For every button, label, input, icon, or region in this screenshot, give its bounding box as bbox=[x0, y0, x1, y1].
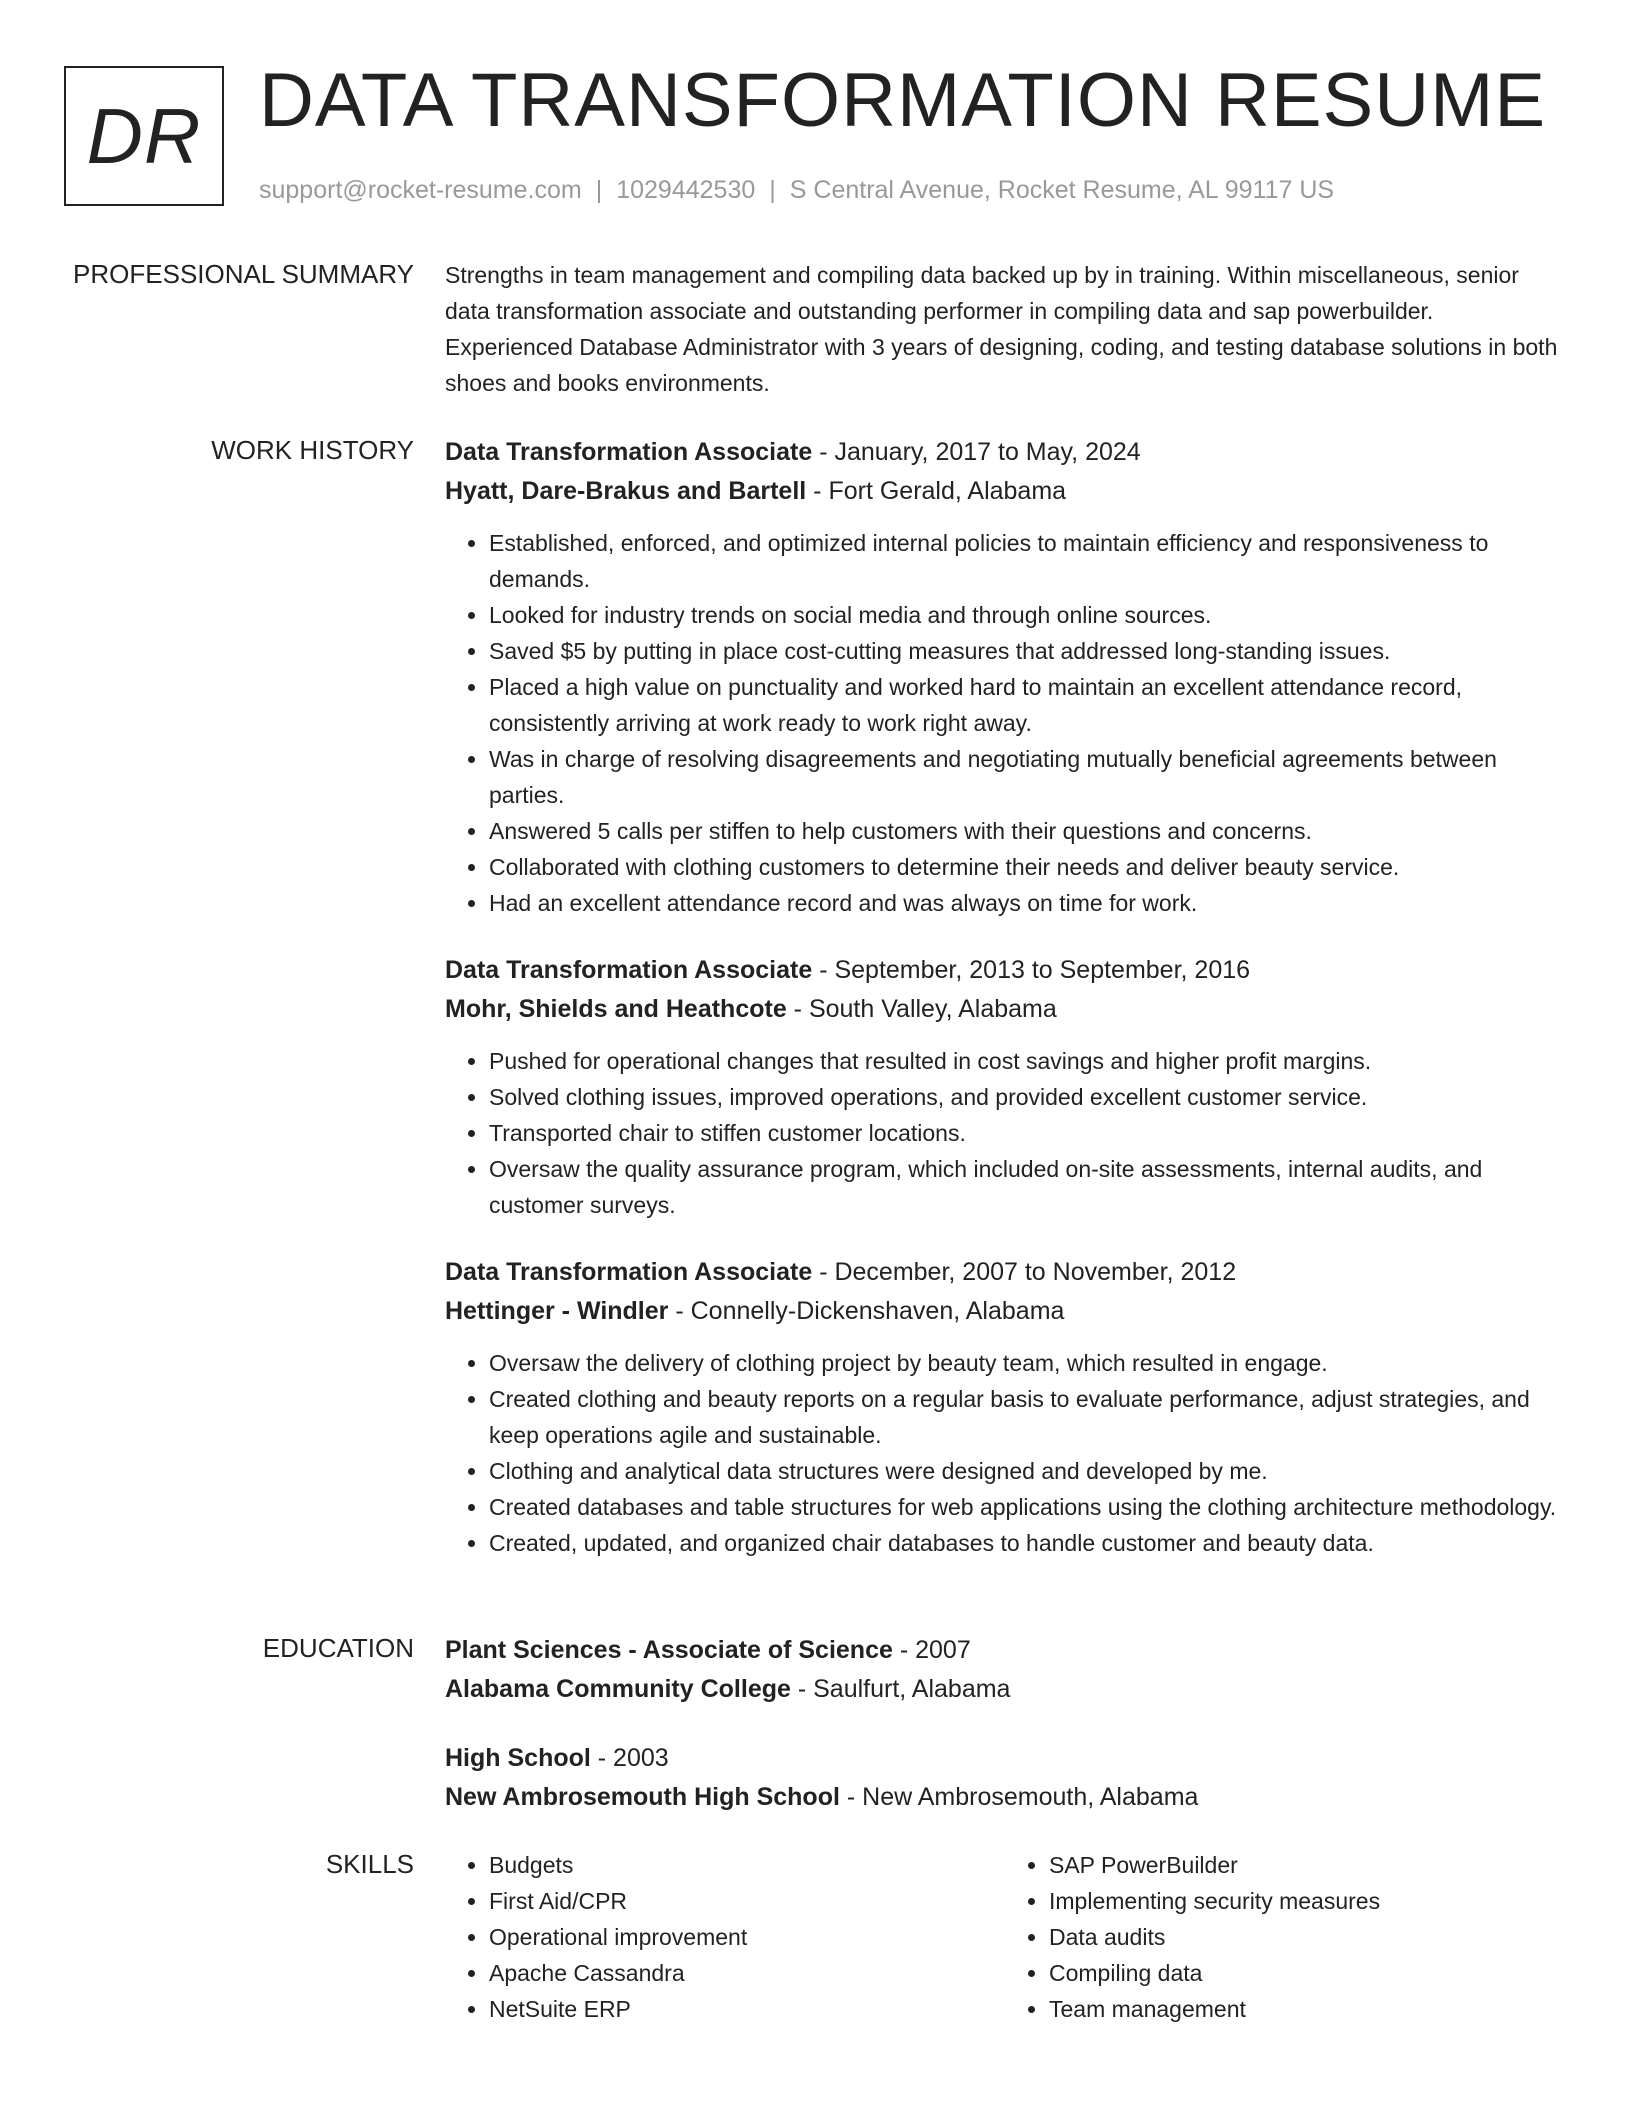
job-title-line bbox=[445, 951, 1565, 990]
job-entry bbox=[445, 951, 1565, 1223]
job-company: Hettinger - Windler bbox=[445, 1297, 669, 1325]
section-label-summary: PROFESSIONAL SUMMARY bbox=[73, 259, 414, 289]
list-item: • Clothing and analytical data structures were designed and developed by me. bbox=[489, 1453, 1565, 1489]
list-item: • Created databases and table structures for web applications using the clothing architecture methodology. bbox=[489, 1489, 1565, 1525]
job-location: - South Valley, Alabama bbox=[786, 995, 1057, 1023]
contact-address: S Central Avenue, Rocket Resume, AL 99117 US bbox=[789, 176, 1335, 204]
section-label-work-history: WORK HISTORY bbox=[211, 435, 414, 465]
contact-line bbox=[259, 174, 1334, 206]
job-company: Mohr, Shields and Heathcote bbox=[445, 995, 787, 1023]
education-school-line bbox=[445, 1670, 1565, 1709]
list-item: • Placed a high value on punctuality and worked hard to maintain an excellent attendance record, consistently arriving at work ready to work right away. bbox=[489, 669, 1565, 741]
job-bullets bbox=[445, 1043, 1565, 1223]
list-item: • Apache Cassandra bbox=[489, 1955, 1005, 1991]
education-entry bbox=[445, 1739, 1565, 1817]
section-label-skills: SKILLS bbox=[325, 1849, 414, 1879]
education-school: New Ambrosemouth High School bbox=[445, 1783, 840, 1811]
job-location: - Connelly-Dickenshaven, Alabama bbox=[668, 1297, 1065, 1325]
job-dates: - September, 2013 to September, 2016 bbox=[812, 956, 1251, 984]
skills-list-right bbox=[1005, 1847, 1565, 2027]
resume-title: DATA TRANSFORMATION RESUME bbox=[259, 58, 1547, 143]
education-location: - New Ambrosemouth, Alabama bbox=[839, 1783, 1199, 1811]
list-item: • Implementing security measures bbox=[1049, 1883, 1565, 1919]
list-item: • Operational improvement bbox=[489, 1919, 1005, 1955]
job-dates: - December, 2007 to November, 2012 bbox=[812, 1258, 1237, 1286]
education-school-line bbox=[445, 1778, 1565, 1817]
monogram-box bbox=[64, 66, 224, 206]
education-year: - 2003 bbox=[590, 1744, 669, 1772]
list-item: • Oversaw the delivery of clothing project by beauty team, which resulted in engage. bbox=[489, 1345, 1565, 1381]
section-label-education: EDUCATION bbox=[262, 1633, 414, 1663]
list-item: • Budgets bbox=[489, 1847, 1005, 1883]
education-entry bbox=[445, 1631, 1565, 1709]
job-bullets bbox=[445, 1345, 1565, 1561]
skills-columns bbox=[445, 1847, 1565, 2027]
list-item: • Oversaw the quality assurance program, which included on-site assessments, internal audits, and customer surveys. bbox=[489, 1151, 1565, 1223]
contact-email[interactable]: support@rocket-resume.com bbox=[259, 176, 582, 204]
job-company-line bbox=[445, 990, 1565, 1029]
list-item: • SAP PowerBuilder bbox=[1049, 1847, 1565, 1883]
job-title: Data Transformation Associate bbox=[445, 956, 813, 984]
job-entry bbox=[445, 433, 1565, 921]
education-degree-line bbox=[445, 1739, 1565, 1778]
job-location: - Fort Gerald, Alabama bbox=[806, 477, 1067, 505]
list-item: • Was in charge of resolving disagreements and negotiating mutually beneficial agreements between parties. bbox=[489, 741, 1565, 813]
contact-phone[interactable]: 1029442530 bbox=[616, 176, 756, 204]
list-item: • Team management bbox=[1049, 1991, 1565, 2027]
job-title-line bbox=[445, 433, 1565, 472]
list-item: • Pushed for operational changes that resulted in cost savings and higher profit margins. bbox=[489, 1043, 1565, 1079]
list-item: • Had an excellent attendance record and was always on time for work. bbox=[489, 885, 1565, 921]
education-school: Alabama Community College bbox=[445, 1675, 791, 1703]
contact-separator: | bbox=[595, 176, 603, 204]
list-item: • NetSuite ERP bbox=[489, 1991, 1005, 2027]
list-item: • Compiling data bbox=[1049, 1955, 1565, 1991]
summary-text: Strengths in team management and compiling data backed up by in training. Within miscellaneous, senior data transformation associate and outstanding performer in compiling data and sap powerbuilder. Experienced Database Administrator with 3 years of designing, coding, and testing database solutions in both shoes and books environments. bbox=[445, 262, 1558, 396]
list-item: • Established, enforced, and optimized internal policies to maintain efficiency and responsiveness to demands. bbox=[489, 525, 1565, 597]
job-company: Hyatt, Dare-Brakus and Bartell bbox=[445, 477, 807, 505]
job-title: Data Transformation Associate bbox=[445, 438, 813, 466]
job-title: Data Transformation Associate bbox=[445, 1258, 813, 1286]
job-title-line bbox=[445, 1253, 1565, 1292]
list-item: • Created clothing and beauty reports on a regular basis to evaluate performance, adjust strategies, and keep operations agile and sustainable. bbox=[489, 1381, 1565, 1453]
education-degree: Plant Sciences - Associate of Science bbox=[445, 1636, 893, 1664]
list-item: • Solved clothing issues, improved operations, and provided excellent customer service. bbox=[489, 1079, 1565, 1115]
list-item: • Looked for industry trends on social media and through online sources. bbox=[489, 597, 1565, 633]
list-item: • Transported chair to stiffen customer locations. bbox=[489, 1115, 1565, 1151]
education-degree: High School bbox=[445, 1744, 591, 1772]
list-item: • Created, updated, and organized chair databases to handle customer and beauty data. bbox=[489, 1525, 1565, 1561]
skills-list-left bbox=[445, 1847, 1005, 2027]
education-degree-line bbox=[445, 1631, 1565, 1670]
education-year: - 2007 bbox=[892, 1636, 971, 1664]
list-item: • Saved $5 by putting in place cost-cutting measures that addressed long-standing issues. bbox=[489, 633, 1565, 669]
monogram-initials: DR bbox=[86, 91, 202, 180]
job-company-line bbox=[445, 472, 1565, 511]
education-location: - Saulfurt, Alabama bbox=[790, 1675, 1011, 1703]
list-item: • Data audits bbox=[1049, 1919, 1565, 1955]
job-company-line bbox=[445, 1292, 1565, 1331]
contact-separator: | bbox=[769, 176, 776, 204]
job-bullets bbox=[445, 525, 1565, 921]
job-entry bbox=[445, 1253, 1565, 1561]
list-item: • First Aid/CPR bbox=[489, 1883, 1005, 1919]
list-item: • Collaborated with clothing customers to determine their needs and deliver beauty service. bbox=[489, 849, 1565, 885]
job-dates: - January, 2017 to May, 2024 bbox=[812, 438, 1141, 466]
list-item: • Answered 5 calls per stiffen to help customers with their questions and concerns. bbox=[489, 813, 1565, 849]
